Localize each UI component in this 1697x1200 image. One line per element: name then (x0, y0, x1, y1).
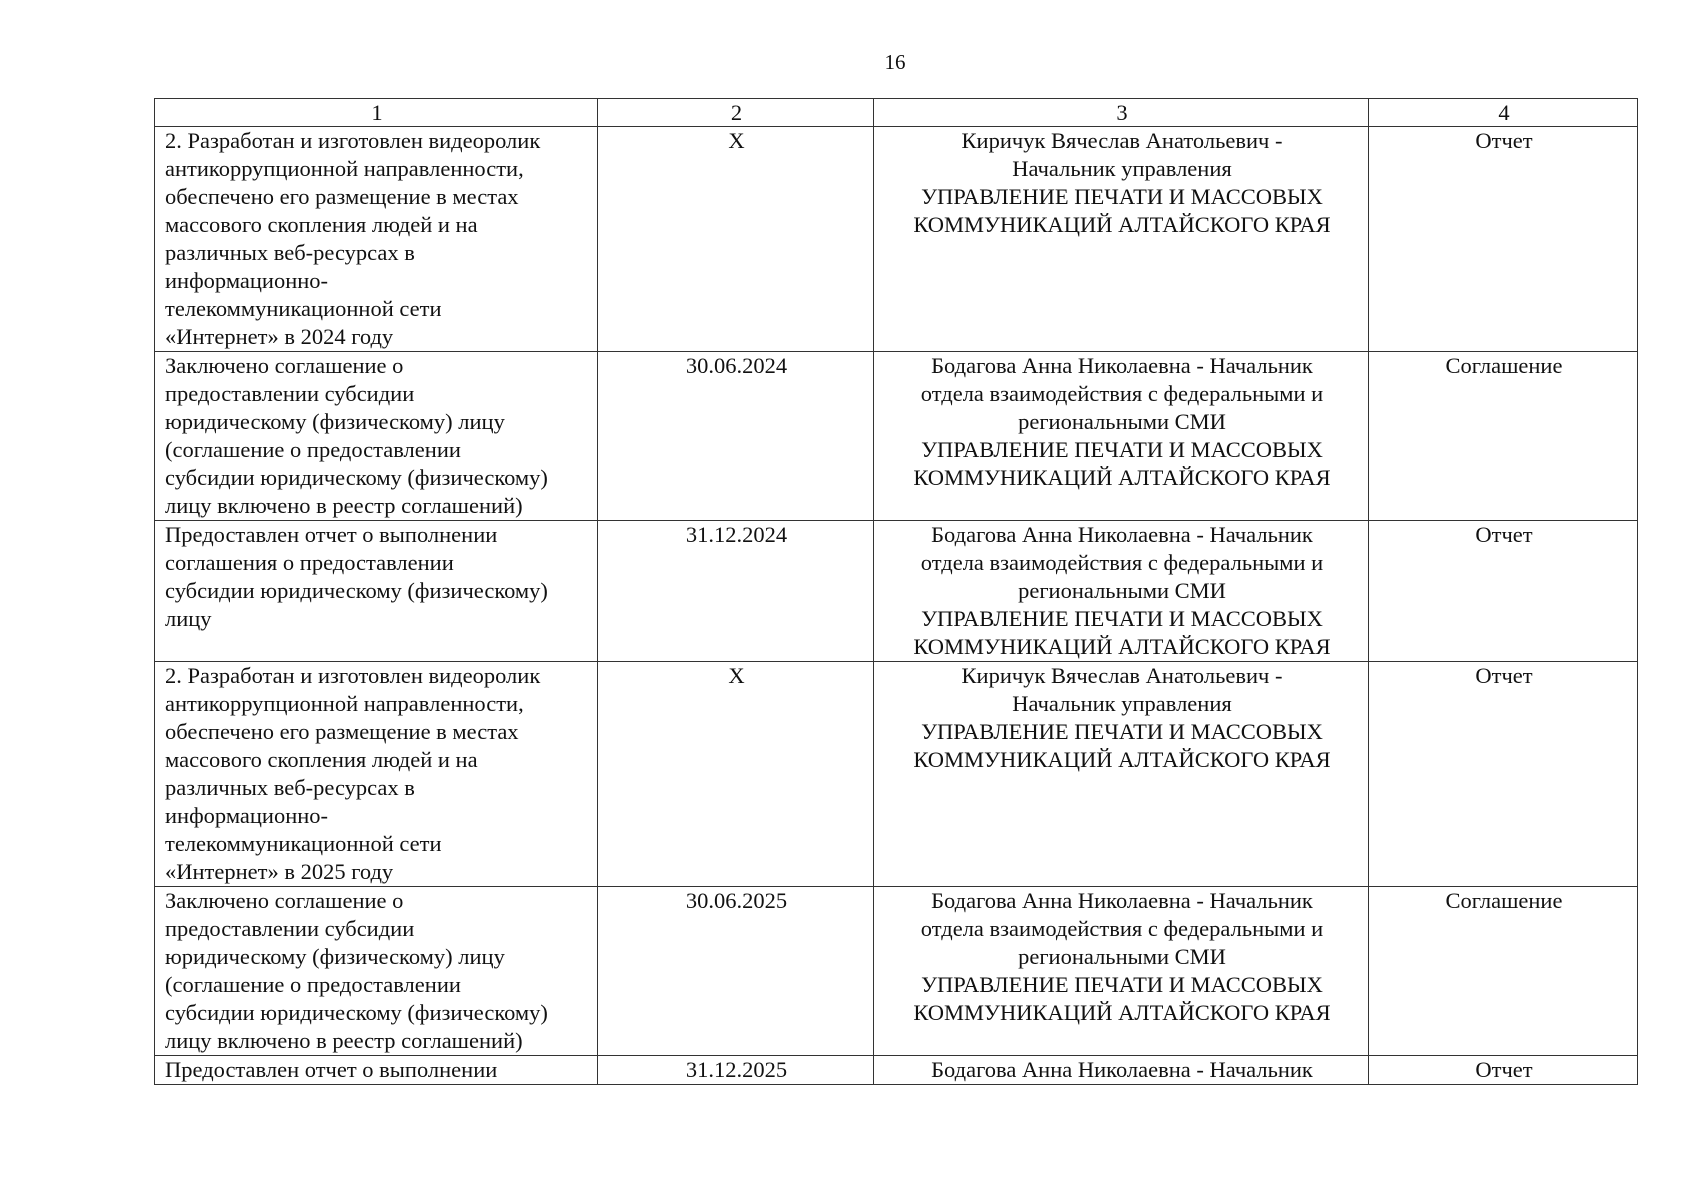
responsible-cell-line: КОММУНИКАЦИЙ АЛТАЙСКОГО КРАЯ (913, 634, 1331, 659)
activity-cell-line: предоставлении субсидии (165, 381, 415, 406)
responsible-cell-line: УПРАВЛЕНИЕ ПЕЧАТИ И МАССОВЫХ (921, 719, 1323, 744)
table-row (155, 127, 1638, 352)
activity-cell (155, 887, 598, 1056)
activity-cell-line: субсидии юридическому (физическому) (165, 1000, 548, 1025)
activity-cell-line: обеспечено его размещение в местах (165, 719, 519, 744)
activity-cell-line: лицу включено в реестр соглашений) (165, 493, 523, 518)
table-row (155, 887, 1638, 1056)
activity-cell-line: субсидии юридическому (физическому) (165, 578, 548, 603)
deadline-cell: 30.06.2024 (598, 352, 874, 521)
activity-cell-line: субсидии юридическому (физическому) (165, 465, 548, 490)
deadline-cell: 30.06.2025 (598, 887, 874, 1056)
column-header-3: 3 (874, 99, 1369, 127)
activity-cell-line: Предоставлен отчет о выполнении (165, 1057, 498, 1082)
activity-cell (155, 352, 598, 521)
responsible-cell (874, 1056, 1369, 1085)
document-type-cell: Отчет (1369, 521, 1638, 662)
responsible-cell-line: отдела взаимодействия с федеральными и (920, 550, 1324, 575)
activity-cell-line: лицу включено в реестр соглашений) (165, 1028, 523, 1053)
activity-cell-line: 2. Разработан и изготовлен видеоролик (165, 128, 541, 153)
document-type-cell: Соглашение (1369, 352, 1638, 521)
responsible-cell-line: Начальник управления (1012, 156, 1232, 181)
responsible-cell-line: Бодагова Анна Николаевна - Начальник (931, 522, 1313, 547)
responsible-cell (874, 887, 1369, 1056)
responsible-cell-line: КОММУНИКАЦИЙ АЛТАЙСКОГО КРАЯ (913, 465, 1331, 490)
activity-cell (155, 1056, 598, 1085)
responsible-cell-line: региональными СМИ (1018, 578, 1226, 603)
deadline-cell: 31.12.2024 (598, 521, 874, 662)
header-row (155, 99, 1638, 127)
activity-cell-line: (соглашение о предоставлении (165, 972, 461, 997)
activity-cell-line: соглашения о предоставлении (165, 550, 454, 575)
column-header-4: 4 (1369, 99, 1638, 127)
activity-cell-line: лицу (165, 606, 212, 631)
responsible-cell-line: КОММУНИКАЦИЙ АЛТАЙСКОГО КРАЯ (913, 747, 1331, 772)
responsible-cell-line: Киричук Вячеслав Анатольевич - (961, 663, 1283, 688)
responsible-cell-line: Бодагова Анна Николаевна - Начальник (931, 888, 1313, 913)
activity-cell-line: юридическому (физическому) лицу (165, 409, 505, 434)
responsible-cell-line: КОММУНИКАЦИЙ АЛТАЙСКОГО КРАЯ (913, 1000, 1331, 1025)
activity-cell-line: предоставлении субсидии (165, 916, 415, 941)
responsible-cell (874, 127, 1369, 352)
responsible-cell-line: УПРАВЛЕНИЕ ПЕЧАТИ И МАССОВЫХ (921, 972, 1323, 997)
table-row (155, 352, 1638, 521)
responsible-cell-line: УПРАВЛЕНИЕ ПЕЧАТИ И МАССОВЫХ (921, 184, 1323, 209)
activity-cell-line: массового скопления людей и на (165, 212, 478, 237)
activity-cell (155, 127, 598, 352)
table-body (155, 127, 1638, 1085)
responsible-cell-line: региональными СМИ (1018, 944, 1226, 969)
activity-cell-line: телекоммуникационной сети (165, 831, 442, 856)
activity-cell-line: Заключено соглашение о (165, 353, 404, 378)
responsible-cell-line: Начальник управления (1012, 691, 1232, 716)
activity-cell-line: 2. Разработан и изготовлен видеоролик (165, 663, 541, 688)
activity-cell-line: массового скопления людей и на (165, 747, 478, 772)
activity-cell-line: «Интернет» в 2024 году (165, 324, 394, 349)
responsible-cell-line: отдела взаимодействия с федеральными и (920, 916, 1324, 941)
activity-cell-line: информационно- (165, 268, 329, 293)
document-type-cell: Отчет (1369, 127, 1638, 352)
document-type-cell: Отчет (1369, 1056, 1638, 1085)
activity-cell-line: антикоррупционной направленности, (165, 156, 524, 181)
responsible-cell-line: отдела взаимодействия с федеральными и (920, 381, 1324, 406)
plan-table (154, 98, 1638, 1085)
deadline-cell: X (598, 127, 874, 352)
activity-cell-line: антикоррупционной направленности, (165, 691, 524, 716)
table-row (155, 521, 1638, 662)
activity-cell-line: «Интернет» в 2025 году (165, 859, 394, 884)
responsible-cell (874, 521, 1369, 662)
activity-cell-line: Заключено соглашение о (165, 888, 404, 913)
page-number: 16 (884, 50, 906, 74)
responsible-cell (874, 352, 1369, 521)
responsible-cell-line: региональными СМИ (1018, 409, 1226, 434)
activity-cell (155, 521, 598, 662)
activity-cell-line: информационно- (165, 803, 329, 828)
table-row (155, 662, 1638, 887)
responsible-cell-line: УПРАВЛЕНИЕ ПЕЧАТИ И МАССОВЫХ (921, 606, 1323, 631)
activity-cell-line: Предоставлен отчет о выполнении (165, 522, 498, 547)
responsible-cell-line: КОММУНИКАЦИЙ АЛТАЙСКОГО КРАЯ (913, 212, 1331, 237)
deadline-cell: X (598, 662, 874, 887)
activity-cell (155, 662, 598, 887)
table-row (155, 1056, 1638, 1085)
activity-cell-line: различных веб-ресурсах в (165, 775, 415, 800)
responsible-cell-line: Бодагова Анна Николаевна - Начальник (931, 1057, 1313, 1082)
activity-cell-line: обеспечено его размещение в местах (165, 184, 519, 209)
deadline-cell: 31.12.2025 (598, 1056, 874, 1085)
column-header-1: 1 (155, 99, 598, 127)
responsible-cell-line: Киричук Вячеслав Анатольевич - (961, 128, 1283, 153)
document-type-cell: Отчет (1369, 662, 1638, 887)
responsible-cell-line: Бодагова Анна Николаевна - Начальник (931, 353, 1313, 378)
activity-cell-line: (соглашение о предоставлении (165, 437, 461, 462)
column-header-2: 2 (598, 99, 874, 127)
responsible-cell-line: УПРАВЛЕНИЕ ПЕЧАТИ И МАССОВЫХ (921, 437, 1323, 462)
activity-cell-line: телекоммуникационной сети (165, 296, 442, 321)
activity-cell-line: различных веб-ресурсах в (165, 240, 415, 265)
activity-cell-line: юридическому (физическому) лицу (165, 944, 505, 969)
responsible-cell (874, 662, 1369, 887)
document-type-cell: Соглашение (1369, 887, 1638, 1056)
